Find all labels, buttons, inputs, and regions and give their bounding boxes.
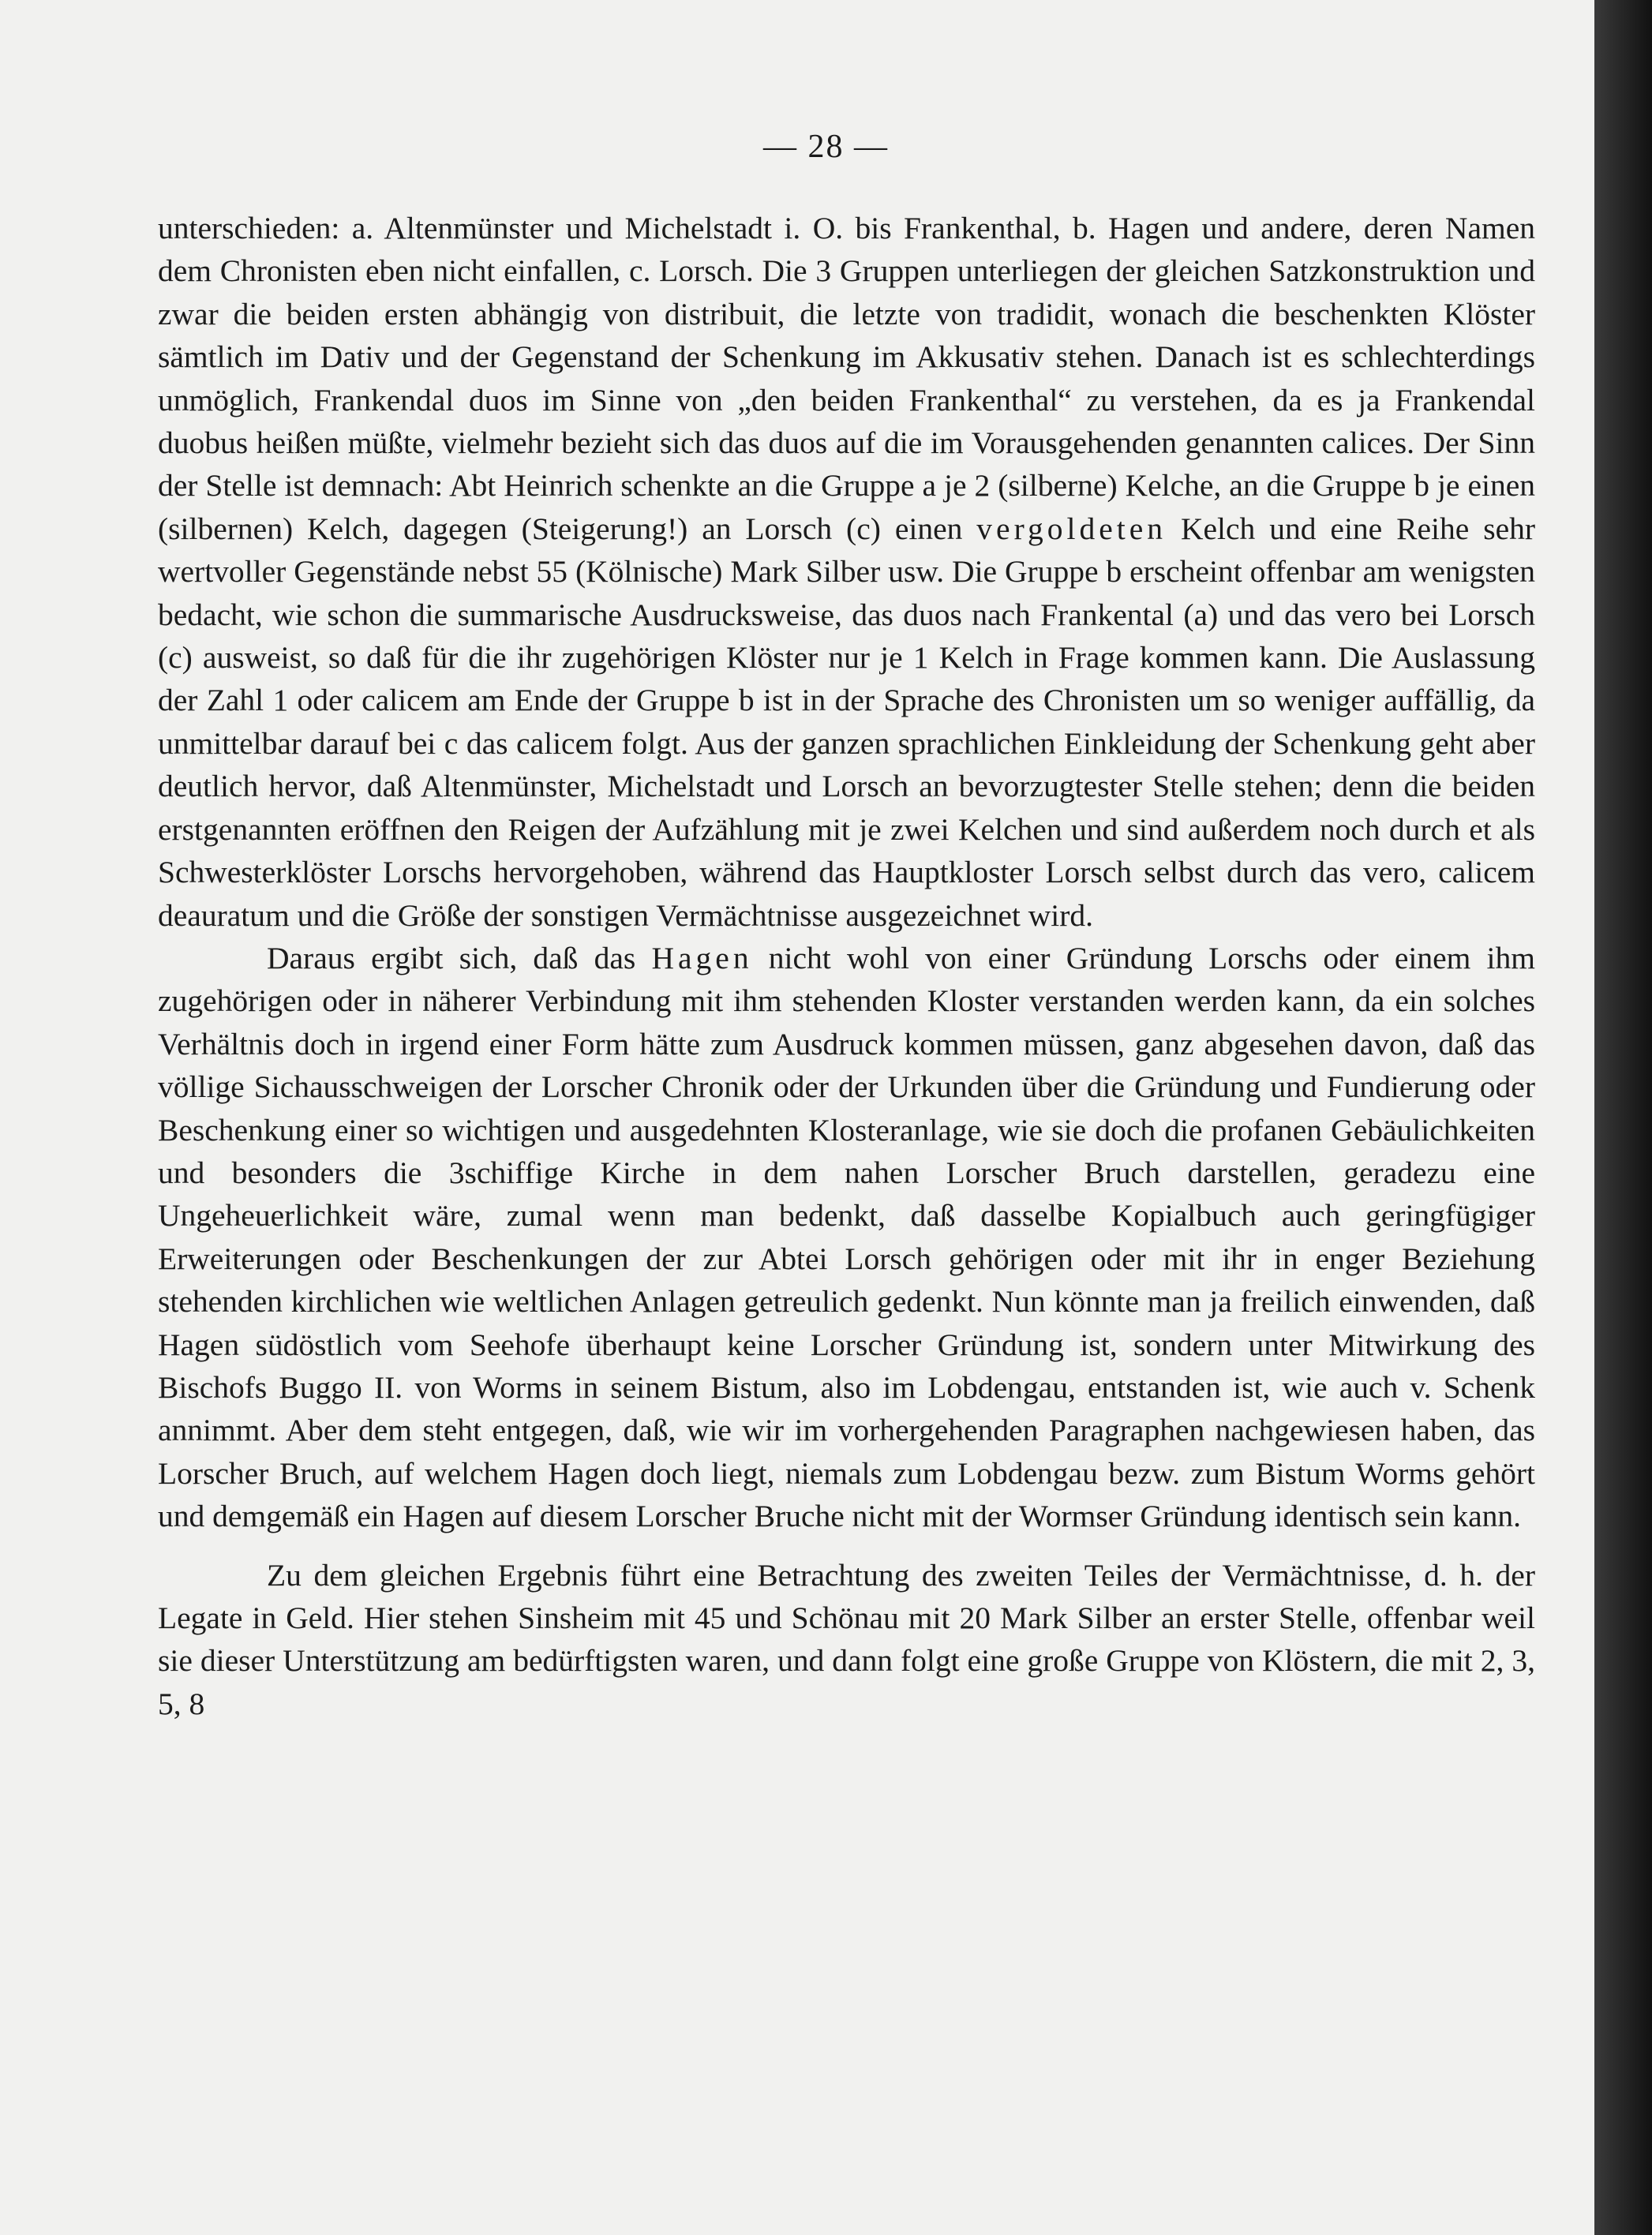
text-segment: nicht wohl von einer Gründung Lorschs oder einem ihm zugehörigen oder in näherer Verbindung mit ihm stehenden Kloster verstanden werden kann, da ein solches Verhältnis doch in irgend einer Form hätte zum Ausdruck kommen müssen, ganz abgesehen davon, daß das völlige Sichausschweigen der Lorscher Chronik oder der Urkunden über die Gründung und Fundierung oder Beschenkung einer so wichtigen und ausgedehnten Klosteranlage, wie sie doch die profanen Gebäulichkeiten und besonders die 3schiffige Kirche in dem nahen Lorscher Bruch darstellen, geradezu eine Ungeheuerlichkeit wäre, zumal wenn man bedenkt, daß dasselbe Kopialbuch auch geringfügiger Erweiterungen oder Beschenkungen der zur Abtei Lorsch gehörigen oder mit ihr in enger Beziehung stehenden kirchlichen wie weltlichen Anlagen getreulich gedenkt. Nun könnte man ja freilich einwenden, daß Hagen südöstlich vom Seehofe überhaupt keine Lorscher Gründung ist, sondern unter Mitwirkung des Bischofs Buggo II. von Worms in seinem Bistum, also im Lobdengau, entstanden ist, wie auch v. Schenk annimmt. Aber dem steht entgegen, daß, wie wir im vorhergehenden Paragraphen nachgewiesen haben, das Lorscher Bruch, auf welchem Hagen doch liegt, niemals zum Lobdengau bezw. zum Bistum Worms gehört und demgemäß ein Hagen auf diesem Lorscher Bruche nicht mit der Wormser Gründung identisch sein kann. <box>158 940 1535 1534</box>
emphasized-word: Hagen <box>651 940 753 975</box>
emphasized-word: vergoldeten <box>976 511 1167 546</box>
paragraph-1 <box>158 207 1535 937</box>
text-segment: Zu dem gleichen Ergebnis führt eine Betrachtung des zweiten Teiles der Vermächtnisse, d. h. der Legate in Geld. Hier stehen Sinsheim mit 45 und Schönau mit 20 Mark Silber an erster Stelle, offenbar weil sie dieser Unterstützung am bedürftigsten waren, und dann folgt eine große Gruppe von Klöstern, die mit 2, 3, 5, 8 <box>158 1557 1535 1721</box>
text-segment: Daraus ergibt sich, daß das <box>267 940 652 975</box>
page-number: — 28 — <box>763 129 889 165</box>
text-segment: Kelch und eine Reihe sehr wertvoller Gegenstände nebst 55 (Kölnische) Mark Silber usw. Die Gruppe b erscheint offenbar am wenigsten bedacht, wie schon die summarische Ausdrucksweise, das duos nach Frankental (a) und das vero bei Lorsch (c) ausweist, so daß für die ihr zugehörigen Klöster nur je 1 Kelch in Frage kommen kann. Die Auslassung der Zahl 1 oder calicem am Ende der Gruppe b ist in der Sprache des Chronisten um so weniger auffällig, da unmittelbar darauf bei c das calicem folgt. Aus der ganzen sprachlichen Einkleidung der Schenkung geht aber deutlich hervor, daß Altenmünster, Michelstadt und Lorsch an bevorzugtester Stelle stehen; denn die beiden erstgenannten eröffnen den Reigen der Aufzählung mit je zwei Kelchen und sind außerdem noch durch et als Schwesterklöster Lorschs hervorgehoben, während das Hauptkloster Lorsch selbst durch das vero, calicem deauratum und die Größe der sonstigen Vermächtnisse ausgezeichnet wird. <box>158 511 1536 933</box>
paragraph-2 <box>158 937 1535 1538</box>
paragraph-3 <box>158 1554 1535 1726</box>
scan-edge-shadow <box>1594 0 1652 2235</box>
text-segment: unterschieden: a. Altenmünster und Michelstadt i. O. bis Frankenthal, b. Hagen und andere, deren Namen dem Chronisten eben nicht einfallen, c. Lorsch. Die 3 Gruppen unterliegen der gleichen Satzkonstruktion und zwar die beiden ersten abhängig von distribuit, die letzte von tradidit, wonach die beschenkten Klöster sämtlich im Dativ und der Gegenstand der Schenkung im Akkusativ stehen. Danach ist es schlechterdings unmöglich, Frankendal duos im Sinne von „den beiden Frankenthal“ zu verstehen, da es ja Frankendal duobus heißen müßte, vielmehr bezieht sich das duos auf die im Vorausgehenden genannten calices. Der Sinn der Stelle ist demnach: Abt Heinrich schenkte an die Gruppe a je 2 (silberne) Kelche, an die Gruppe b je einen (silbernen) Kelch, dagegen (Steigerung!) an Lorsch (c) einen <box>158 211 1535 546</box>
body-text <box>158 207 1535 1725</box>
